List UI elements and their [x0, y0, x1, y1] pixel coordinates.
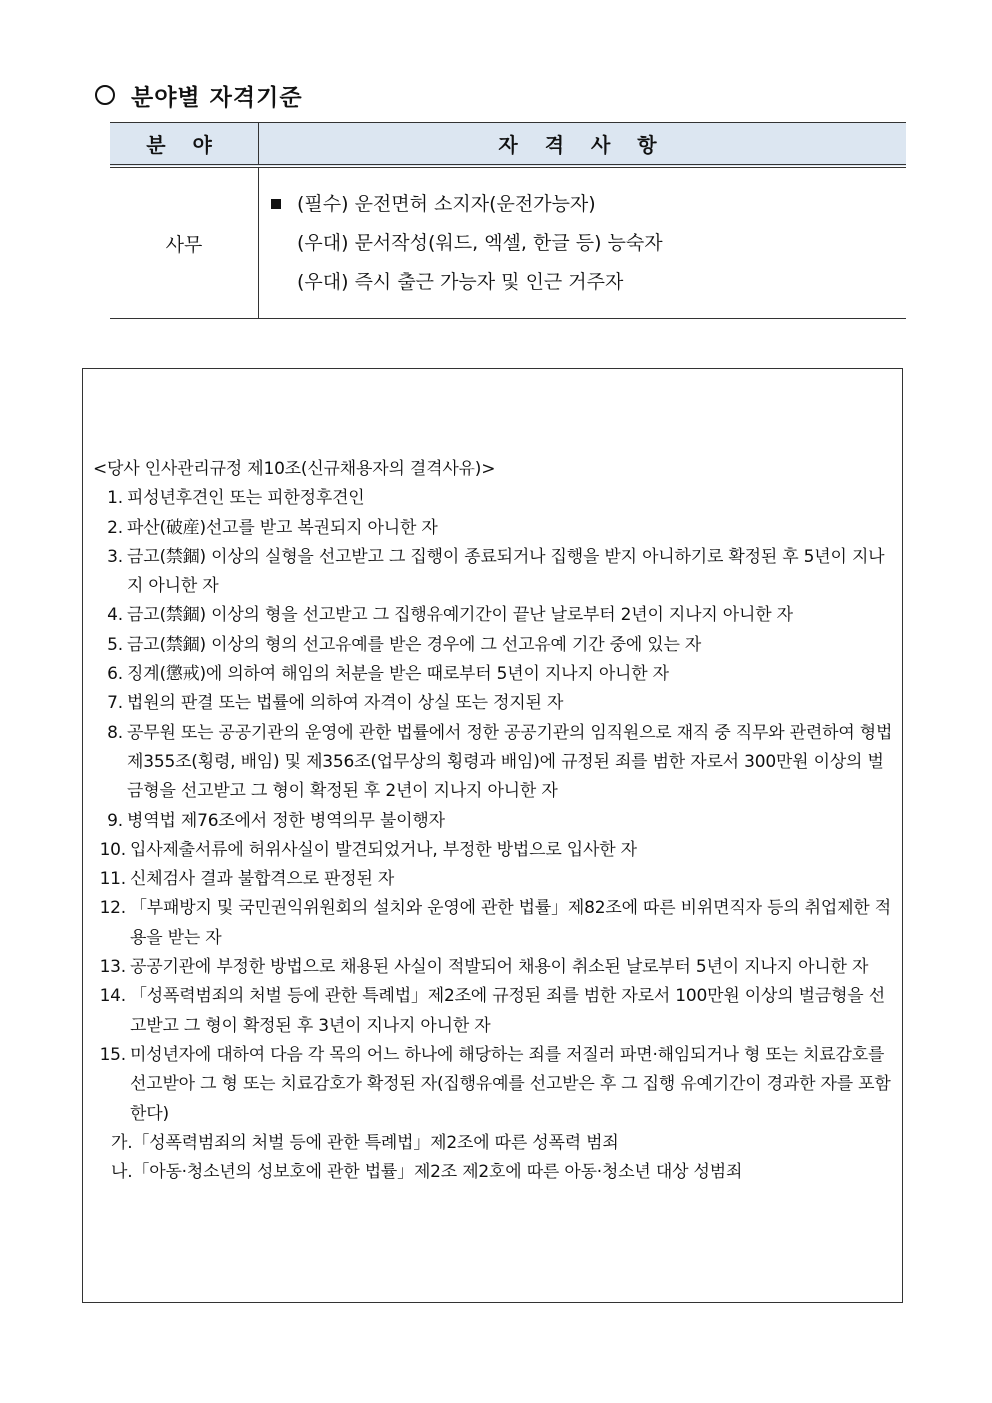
regulation-item [93, 514, 896, 543]
header-field: 분 야 [110, 123, 259, 167]
table-row [110, 166, 906, 319]
regulation-item-number: 15. [99, 1044, 126, 1065]
regulation-item-number: 12. [99, 898, 126, 919]
circle-bullet-icon [95, 85, 115, 105]
regulation-item-number: 1. [107, 488, 123, 509]
regulation-item-text: 「성폭력범죄의 처벌 등에 관한 특례법」제2조에 규정된 죄를 범한 자로서 100만원 이상의 벌금형을 선고받고 그 형이 확정된 후 3년이 지나지 아니한 자 [130, 986, 885, 1036]
requirements-cell [259, 166, 907, 319]
regulation-item-text: 법원의 판결 또는 법률에 의하여 자격이 상실 또는 정지된 자 [127, 693, 564, 714]
regulation-item [93, 836, 896, 865]
section-title-text: 분야별 자격기준 [131, 83, 303, 111]
regulation-item [93, 807, 896, 836]
regulation-item-text: 신체검사 결과 불합격으로 판정된 자 [130, 869, 395, 890]
regulation-item-text: 금고(禁錮) 이상의 형을 선고받고 그 집행유예기간이 끝난 날로부터 2년이 지나지 아니한 자 [127, 605, 793, 626]
list-item [271, 224, 906, 263]
regulation-item-text: 피성년후견인 또는 피한정후견인 [127, 488, 365, 509]
regulation-item-number: 9. [107, 810, 123, 831]
regulation-item [93, 719, 896, 807]
regulation-item-number: 5. [107, 634, 123, 655]
regulation-item-text: 금고(禁錮) 이상의 형의 선고유예를 받은 경우에 그 선고유예 기간 중에 있는 자 [127, 634, 702, 655]
section-title [95, 78, 303, 112]
regulation-item-text: 금고(禁錮) 이상의 실형을 선고받고 그 집행이 종료되거나 집행을 받지 아니하기로 확정된 후 5년이 지나지 아니한 자 [127, 546, 885, 597]
regulation-subitem: 나.「아동·청소년의 성보호에 관한 법률」제2조 제2호에 따른 아동·청소년 대상 성범죄 [111, 1162, 743, 1183]
regulation-items [93, 484, 896, 1129]
regulation-item-number: 4. [107, 605, 123, 626]
regulation-item-number: 3. [107, 546, 123, 567]
list-item [271, 185, 906, 224]
regulation-item-text: 입사제출서류에 허위사실이 발견되었거나, 부정한 방법으로 입사한 자 [130, 839, 637, 860]
regulation-item [93, 982, 896, 1041]
field-cell: 사무 [110, 166, 259, 319]
regulation-item [93, 601, 896, 630]
regulation-item-number: 11. [99, 869, 126, 890]
regulation-item [93, 894, 896, 953]
regulation-item [93, 953, 896, 982]
regulation-item-number: 8. [107, 722, 123, 743]
regulation-item-number: 13. [99, 957, 126, 978]
regulation-item-text: 병역법 제76조에서 정한 병역의무 불이행자 [127, 810, 445, 831]
regulation-item [93, 543, 896, 602]
qualification-table [110, 122, 906, 319]
regulation-item-text: 미성년자에 대하여 다음 각 목의 어느 하나에 해당하는 죄를 저질러 파면·해임되거나 형 또는 치료감호를 선고받아 그 형 또는 치료감호가 확정된 자(집행유예를 선고받은 후 그 집행 유예기간이 경과한 자를 포함한다) [130, 1044, 891, 1124]
list-item [271, 263, 906, 302]
regulation-heading: <당사 인사관리규정 제10조(신규채용자의 결격사유)> [93, 459, 496, 479]
regulation-subitems [93, 1129, 896, 1188]
regulation-item-number: 7. [107, 693, 123, 714]
regulation-item-text: 「부패방지 및 국민권익위원회의 설치와 운영에 관한 법률」제82조에 따른 비위면직자 등의 취업제한 적용을 받는 자 [130, 898, 891, 948]
regulation-box [82, 368, 903, 1303]
regulation-item-number: 2. [107, 517, 123, 538]
regulation-item-number: 6. [107, 664, 123, 685]
requirement-text: (우대) 문서작성(워드, 엑셀, 한글 등) 능숙자 [297, 231, 663, 254]
regulation-item-text: 징계(懲戒)에 의하여 해임의 처분을 받은 때로부터 5년이 지나지 아니한 자 [127, 664, 669, 685]
regulation-item [93, 631, 896, 660]
regulation-item [93, 484, 896, 513]
header-qualifications: 자 격 사 항 [259, 123, 907, 167]
requirements-list [259, 185, 906, 302]
regulation-item-text: 파산(破産)선고를 받고 복권되지 아니한 자 [127, 517, 438, 538]
regulation-item-text: 공공기관에 부정한 방법으로 채용된 사실이 적발되어 채용이 취소된 날로부터 5년이 지나지 아니한 자 [130, 957, 869, 978]
regulation-item-number: 10. [99, 839, 126, 860]
regulation-item [93, 689, 896, 718]
regulation-item [93, 1041, 896, 1129]
regulation-item [93, 865, 896, 894]
square-bullet-icon [271, 199, 281, 209]
regulation-item-number: 14. [99, 986, 126, 1007]
regulation-item [93, 660, 896, 689]
regulation-item-text: 공무원 또는 공공기관의 운영에 관한 법률에서 정한 공공기관의 임직원으로 재직 중 직무와 관련하여 형법 제355조(횡령, 배임) 및 제356조(업무상의 횡령과 배임)에 규정된 죄를 범한 자로서 300만원 이상의 벌금형을 선고받고 그 형이 확정된 후 2년이 지나지 아니한 자 [127, 722, 893, 802]
table-header-row [110, 123, 906, 167]
requirement-text: (필수) 운전면허 소지자(운전가능자) [297, 192, 596, 215]
regulation-content [93, 455, 896, 1187]
requirement-text: (우대) 즉시 출근 가능자 및 인근 거주자 [297, 270, 624, 293]
regulation-subitem: 가.「성폭력범죄의 처벌 등에 관한 특례법」제2조에 따른 성폭력 범죄 [111, 1132, 619, 1153]
